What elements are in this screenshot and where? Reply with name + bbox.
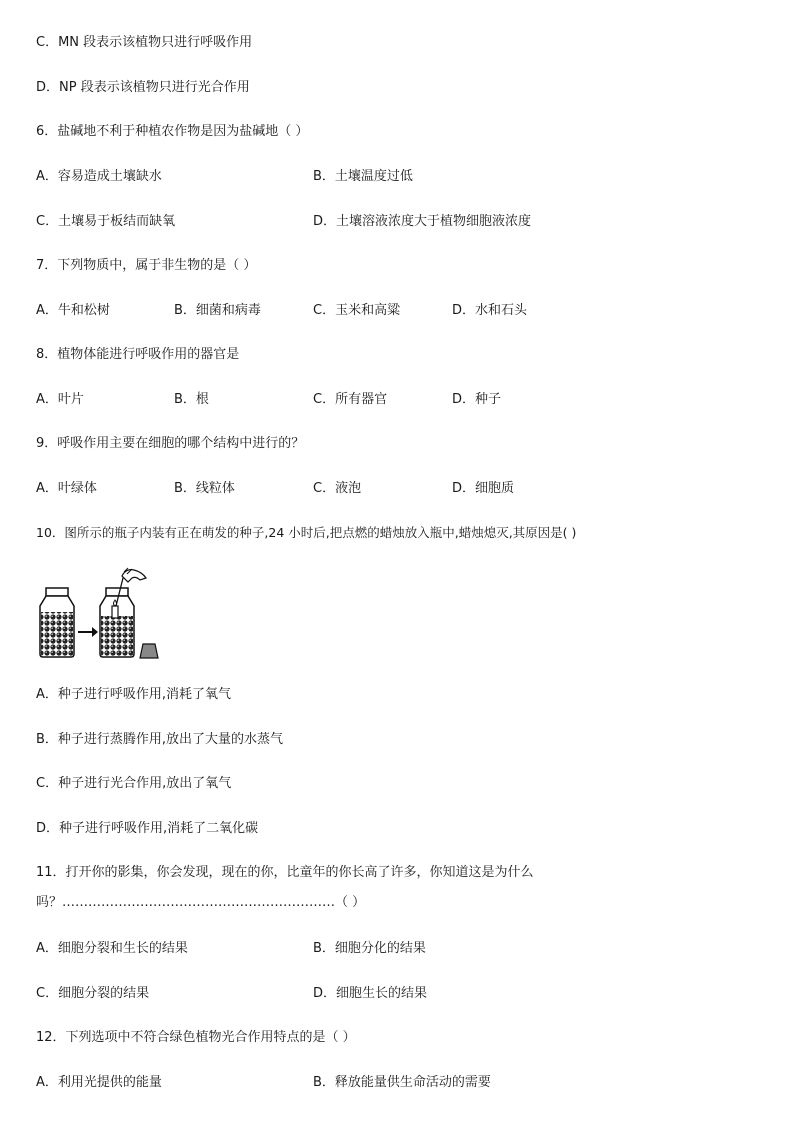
q11-stem-line-1: 11．打开你的影集，你会发现，现在的你，比童年的你长高了许多，你知道这是为什么 [36,865,534,880]
q8-option-a[interactable]: A．叶片 [36,392,84,407]
q6-option-d[interactable]: D．土壤溶液浓度大于植物细胞液浓度 [313,214,532,229]
q8-option-b[interactable]: B．根 [174,392,209,407]
q6-stem: 6．盐碱地不利于种植农作物是因为盐碱地（ ） [36,124,309,139]
right-jar [100,588,134,657]
hand-icon [122,568,146,582]
left-jar [40,588,74,657]
seed-jar-candle-experiment-icon [32,566,162,660]
q10-option-c[interactable]: C．种子进行光合作用,放出了氧气 [36,776,232,791]
q7-option-d[interactable]: D．水和石头 [452,303,528,318]
q12-option-a[interactable]: A．利用光提供的能量 [36,1075,162,1090]
q11-stem-line-2: 吗？………………………………………………………（ ） [36,895,366,910]
q9-option-d[interactable]: D．细胞质 [452,481,515,496]
q8-stem: 8．植物体能进行呼吸作用的器官是 [36,347,240,362]
q10-option-a[interactable]: A．种子进行呼吸作用,消耗了氧气 [36,687,232,702]
q6-option-c[interactable]: C．土壤易于板结而缺氧 [36,214,176,229]
q11-option-c[interactable]: C．细胞分裂的结果 [36,986,150,1001]
q9-option-a[interactable]: A．叶绿体 [36,481,97,496]
q11-option-b[interactable]: B．细胞分化的结果 [313,941,426,956]
q10-option-b[interactable]: B．种子进行蒸腾作用,放出了大量的水蒸气 [36,732,284,747]
q6-option-b[interactable]: B．土壤温度过低 [313,169,413,184]
q7-option-b[interactable]: B．细菌和病毒 [174,303,261,318]
q12-option-b[interactable]: B．释放能量供生命活动的需要 [313,1075,491,1090]
q10-stem: 10．图所示的瓶子内装有正在萌发的种子,24 小时后,把点燃的蜡烛放入瓶中,蜡烛熄灭,其原因是( ) [36,525,577,540]
q5-option-c[interactable]: C．MN 段表示该植物只进行呼吸作用 [36,35,253,50]
q8-option-d[interactable]: D．种子 [452,392,502,407]
arrow-right-icon [78,627,98,637]
q8-option-c[interactable]: C．所有器官 [313,392,388,407]
q7-option-c[interactable]: C．玉米和高粱 [313,303,401,318]
q9-option-b[interactable]: B．线粒体 [174,481,235,496]
q12-stem: 12．下列选项中不符合绿色植物光合作用特点的是（ ） [36,1030,356,1045]
q5-option-d[interactable]: D．NP 段表示该植物只进行光合作用 [36,80,250,95]
q9-stem: 9．呼吸作用主要在细胞的哪个结构中进行的？ [36,436,305,451]
q11-option-d[interactable]: D．细胞生长的结果 [313,986,428,1001]
q7-stem: 7．下列物质中，属于非生物的是（ ） [36,258,257,273]
stopper-icon [140,644,158,658]
q11-option-a[interactable]: A．细胞分裂和生长的结果 [36,941,188,956]
q10-option-d[interactable]: D．种子进行呼吸作用,消耗了二氧化碳 [36,821,259,836]
q7-option-a[interactable]: A．牛和松树 [36,303,110,318]
q9-option-c[interactable]: C．液泡 [313,481,362,496]
q6-option-a[interactable]: A．容易造成土壤缺水 [36,169,162,184]
